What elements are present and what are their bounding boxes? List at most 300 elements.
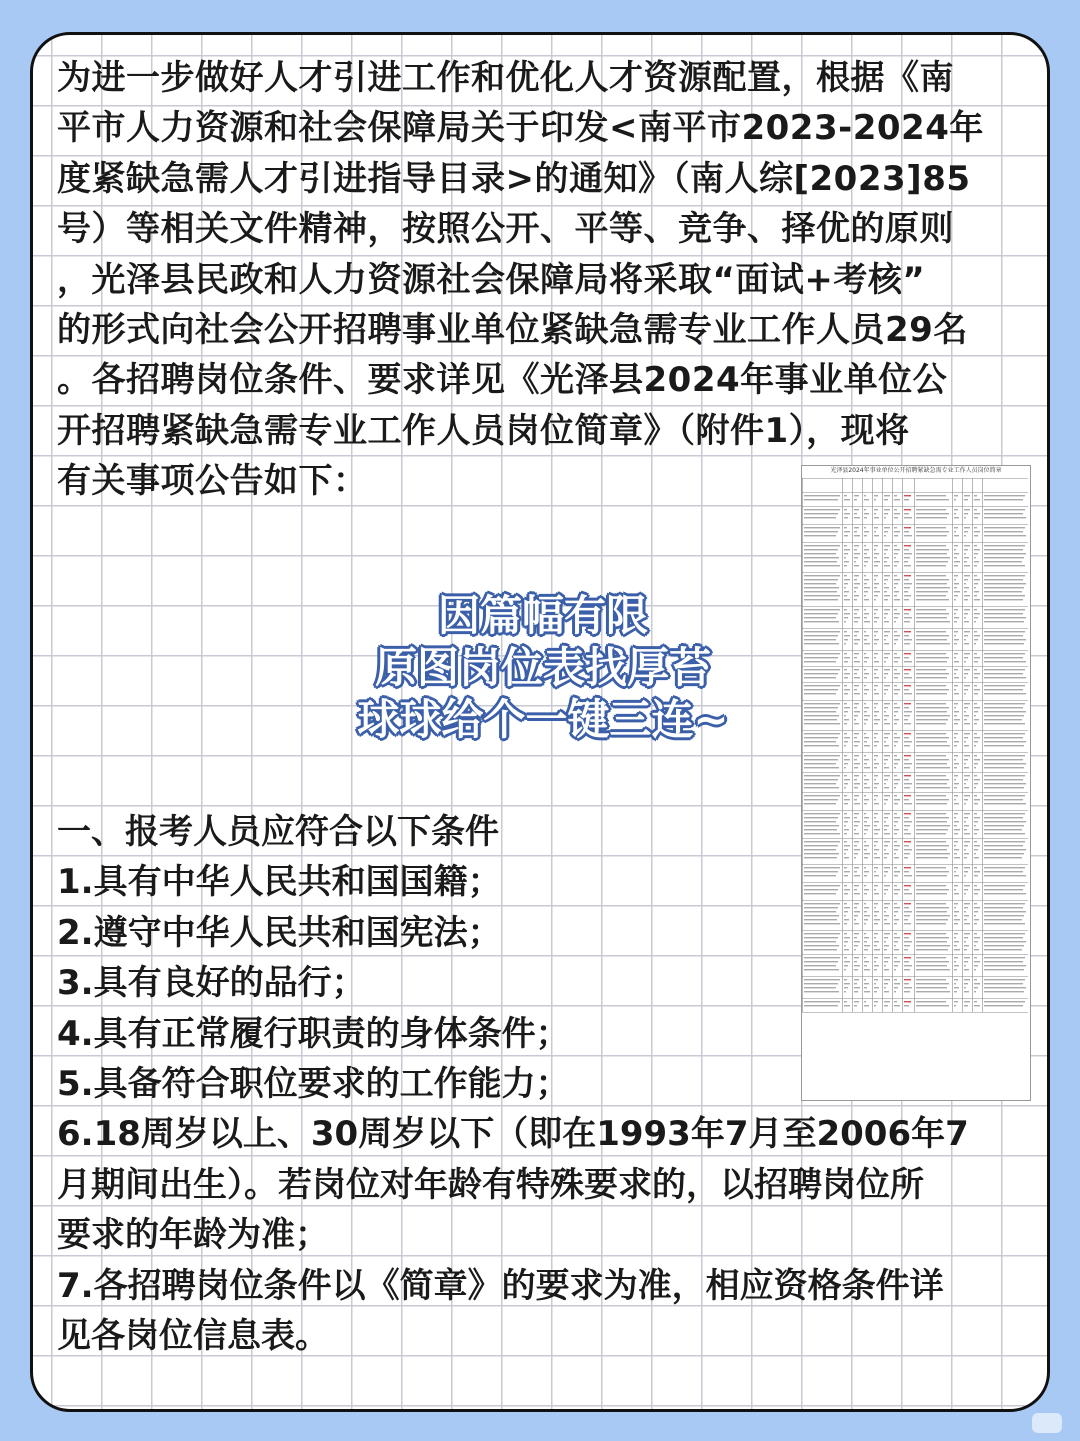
table-cell-text-mark: [804, 767, 839, 768]
table-cell-text-mark: [974, 509, 977, 510]
table-cell-text-mark: [904, 565, 911, 566]
table-cell-text-mark: [954, 509, 958, 510]
table-cell-text-mark: [916, 745, 950, 746]
table-cell-text-mark: [954, 545, 958, 546]
table-cell-text-mark: [964, 767, 969, 768]
table-cell-text-mark: [884, 531, 888, 532]
table-cell-text-mark: [854, 711, 860, 712]
table-cell-text-mark: [874, 583, 879, 584]
table-cell-text-mark: [964, 549, 968, 550]
table-cell-text-mark: [974, 595, 977, 596]
table-cell-text-mark: [984, 689, 1023, 690]
table-cell-text-mark: [916, 723, 946, 724]
table-cell-text-mark: [904, 669, 911, 670]
table-cell-text-mark: [894, 745, 896, 746]
table-cell-text-mark: [884, 549, 888, 550]
table-cell-text-mark: [974, 733, 977, 734]
table-cell-text-mark: [904, 583, 912, 584]
table-cell-text-mark: [804, 685, 840, 686]
table-cell-text-mark: [954, 723, 958, 724]
notice-card: [30, 32, 1050, 1412]
table-cell-text-mark: [954, 535, 959, 536]
table-cell-text-mark: [916, 579, 949, 580]
table-cell-text-mark: [804, 617, 836, 618]
table-cell-text-mark: [984, 565, 1025, 566]
watermark-badge: [1032, 1413, 1062, 1433]
table-cell-text-mark: [964, 591, 967, 592]
table-cell-text-mark: [884, 733, 890, 734]
table-cell-text-mark: [916, 715, 950, 716]
table-cell-text-mark: [864, 635, 869, 636]
table-cell-text-mark: [874, 613, 876, 614]
table-cell-text-mark: [854, 803, 860, 804]
table-cell-text-mark: [894, 553, 898, 554]
table-cell-text-mark: [974, 685, 977, 686]
table-cell-text-mark: [844, 707, 850, 708]
table-cell-text-mark: [874, 783, 879, 784]
condition-line: 1.具有中华人民共和国国籍；: [57, 862, 502, 903]
table-cell-text-mark: [864, 587, 870, 588]
table-cell-text-mark: [884, 517, 886, 518]
conditions-heading: 一、报考人员应符合以下条件: [57, 812, 499, 852]
table-cell-text-mark: [904, 621, 910, 622]
table-cell-text-mark: [984, 579, 1023, 580]
table-cell-text-mark: [874, 661, 879, 662]
table-cell-text-mark: [854, 763, 860, 764]
table-cell-text-mark: [904, 639, 912, 640]
table-cell-text-mark: [974, 499, 980, 500]
table-cell-text-mark: [864, 513, 869, 514]
table-cell-text-mark: [864, 767, 870, 768]
table-cell-text-mark: [984, 653, 1025, 654]
table-cell-text-mark: [804, 723, 840, 724]
table-cell-text-mark: [874, 575, 878, 576]
table-cell-text-mark: [894, 669, 897, 670]
table-cell-text-mark: [894, 495, 897, 496]
table-cell-text-mark: [894, 513, 900, 514]
table-cell-text-mark: [974, 799, 980, 800]
table-cell-text-mark: [904, 767, 910, 768]
table-cell-text-mark: [984, 595, 1025, 596]
table-cell-text-mark: [884, 557, 889, 558]
table-cell-text-mark: [904, 783, 912, 784]
table-cell-text-mark: [984, 745, 1024, 746]
table-cell-text-mark: [954, 513, 956, 514]
table-cell-text-mark: [954, 595, 958, 596]
table-cell-text-mark: [974, 513, 980, 514]
table-cell-text-mark: [904, 575, 911, 576]
table-cell-text-mark: [894, 703, 897, 704]
intro-line: 平市人力资源和社会保障局关于印发<南平市2023-2024年: [57, 108, 984, 149]
table-cell-text-mark: [854, 583, 860, 584]
table-cell-text-mark: [974, 779, 980, 780]
table-cell-text-mark: [984, 513, 1023, 514]
table-cell-text-mark: [894, 741, 898, 742]
table-cell-text-mark: [844, 545, 847, 546]
table-cell-text-mark: [864, 621, 870, 622]
table-cell-text-mark: [916, 799, 949, 800]
table-cell-text-mark: [894, 587, 896, 588]
table-cell-text-mark: [844, 599, 850, 600]
table-cell-text-mark: [864, 719, 868, 720]
table-cell-text-mark: [894, 693, 898, 694]
intro-line: 有关事项公告如下：: [57, 461, 368, 502]
table-cell-text-mark: [804, 591, 837, 592]
table-cell-text-mark: [804, 775, 840, 776]
table-cell-text-mark: [884, 779, 888, 780]
table-cell-text-mark: [904, 673, 909, 674]
table-cell-text-mark: [964, 613, 968, 614]
table-cell-text-mark: [894, 803, 898, 804]
table-cell-text-mark: [954, 587, 957, 588]
table-cell-text-mark: [844, 715, 846, 716]
table-cell-text-mark: [954, 499, 956, 500]
table-cell-text-mark: [874, 657, 876, 658]
table-cell-text-mark: [964, 531, 968, 532]
table-cell-text-mark: [844, 703, 847, 704]
table-cell-text-mark: [974, 803, 978, 804]
table-cell-text-mark: [984, 527, 1025, 528]
table-cell-text-mark: [854, 799, 857, 800]
table-cell-text-mark: [874, 795, 878, 796]
table-cell-text-mark: [804, 545, 840, 546]
table-cell-text-mark: [954, 657, 956, 658]
table-cell-text-mark: [864, 799, 869, 800]
table-cell-text-mark: [844, 653, 847, 654]
table-cell-text-mark: [916, 527, 946, 528]
table-cell-text-mark: [904, 787, 910, 788]
table-cell-text-mark: [874, 587, 877, 588]
table-cell-text-mark: [804, 621, 839, 622]
table-cell-text-mark: [984, 707, 1023, 708]
table-cell-text-mark: [864, 693, 867, 694]
table-cell-text-mark: [804, 509, 840, 510]
table-cell-text-mark: [854, 643, 858, 644]
table-cell-text-mark: [984, 775, 1025, 776]
table-cell-text-mark: [854, 621, 858, 622]
table-cell-text-mark: [864, 499, 869, 500]
table-cell-text-mark: [874, 595, 878, 596]
table-cell-text-mark: [844, 535, 848, 536]
table-cell-text-mark: [916, 617, 947, 618]
table-cell-text-mark: [916, 643, 950, 644]
table-cell-text-mark: [874, 741, 879, 742]
table-cell-text-mark: [854, 673, 857, 674]
table-cell-text-mark: [916, 775, 946, 776]
table-cell-text-mark: [884, 587, 889, 588]
condition-line: 要求的年龄为准；: [57, 1215, 329, 1256]
table-cell-text-mark: [844, 775, 847, 776]
table-cell-text-mark: [916, 609, 946, 610]
table-cell-text-mark: [964, 661, 966, 662]
table-cell-text-mark: [844, 685, 847, 686]
table-cell-text-mark: [954, 549, 956, 550]
table-cell-text-mark: [974, 719, 979, 720]
table-cell-text-mark: [804, 779, 838, 780]
table-cell-text-mark: [984, 613, 1023, 614]
table-cell-text-mark: [984, 719, 1022, 720]
table-cell-text-mark: [894, 517, 898, 518]
table-cell-text-mark: [984, 635, 1023, 636]
table-cell-text-mark: [864, 779, 869, 780]
table-cell-text-mark: [874, 719, 880, 720]
table-cell-text-mark: [884, 673, 888, 674]
table-cell-text-mark: [844, 689, 850, 690]
table-cell-text-mark: [974, 767, 976, 768]
table-cell-text-mark: [804, 733, 840, 734]
table-cell-text-mark: [954, 669, 958, 670]
table-cell-text-mark: [974, 657, 980, 658]
table-cell-text-mark: [854, 575, 859, 576]
table-cell-text-mark: [964, 583, 966, 584]
table-cell-text-mark: [864, 711, 867, 712]
table-cell-text-mark: [804, 707, 838, 708]
table-cell-text-mark: [864, 583, 867, 584]
table-cell-text-mark: [874, 635, 876, 636]
table-cell-text-mark: [904, 661, 912, 662]
table-cell-text-mark: [874, 565, 878, 566]
table-cell-text-mark: [984, 609, 1025, 610]
table-cell-text-mark: [974, 795, 977, 796]
table-cell-text-mark: [804, 527, 840, 528]
table-cell-text-mark: [904, 745, 910, 746]
table-cell-text-mark: [844, 495, 847, 496]
table-cell-text-mark: [916, 545, 946, 546]
table-cell-text-mark: [904, 707, 909, 708]
table-cell-text-mark: [916, 635, 949, 636]
table-cell-text-mark: [884, 689, 888, 690]
table-cell-text-mark: [964, 787, 969, 788]
table-cell-text-mark: [904, 587, 910, 588]
table-cell-text-mark: [894, 723, 897, 724]
table-cell-text-mark: [864, 803, 867, 804]
table-cell-text-mark: [984, 737, 1023, 738]
table-cell-text-mark: [894, 657, 900, 658]
table-cell-text-mark: [874, 733, 878, 734]
table-cell-text-mark: [974, 621, 976, 622]
table-cell-text-mark: [954, 553, 959, 554]
table-cell-text-mark: [884, 783, 886, 784]
table-cell-text-mark: [804, 513, 838, 514]
table-cell-text-mark: [964, 737, 968, 738]
table-cell-text-mark: [804, 643, 839, 644]
table-cell-text-mark: [854, 745, 858, 746]
table-cell-text-mark: [804, 759, 838, 760]
table-cell-text-mark: [984, 755, 1025, 756]
table-cell-text-mark: [854, 759, 857, 760]
table-cell-text-mark: [894, 653, 897, 654]
table-cell-text-mark: [884, 707, 888, 708]
table-cell-text-mark: [984, 783, 1026, 784]
table-cell-text-mark: [804, 599, 838, 600]
table-cell-text-mark: [804, 795, 840, 796]
table-cell-text-mark: [884, 723, 890, 724]
table-cell-text-mark: [916, 509, 946, 510]
table-cell-text-mark: [904, 527, 911, 528]
table-cell-text-mark: [954, 583, 959, 584]
table-cell-text-mark: [954, 673, 956, 674]
table-cell-text-mark: [894, 759, 900, 760]
table-cell-text-mark: [804, 553, 836, 554]
table-cell-text-mark: [974, 591, 979, 592]
table-cell-text-mark: [904, 693, 912, 694]
table-cell-text-mark: [984, 711, 1026, 712]
table-cell-text-mark: [916, 513, 949, 514]
table-cell-text-mark: [984, 693, 1026, 694]
table-cell-text-mark: [874, 591, 880, 592]
table-cell-text-mark: [844, 779, 850, 780]
table-cell-text-mark: [964, 657, 968, 658]
table-cell-text-mark: [844, 723, 847, 724]
table-cell-text-mark: [904, 677, 912, 678]
table-cell-text-mark: [854, 639, 860, 640]
table-cell-text-mark: [854, 707, 857, 708]
table-cell-text-mark: [894, 677, 898, 678]
intro-paragraph: [57, 53, 1035, 507]
table-cell-text-mark: [874, 779, 876, 780]
table-cell-text-mark: [844, 755, 847, 756]
table-cell-text-mark: [884, 763, 886, 764]
table-cell-text-mark: [854, 545, 859, 546]
table-cell-text-mark: [964, 499, 968, 500]
condition-line: 2.遵守中华人民共和国宪法；: [57, 912, 502, 953]
table-cell-text-mark: [854, 565, 859, 566]
table-cell-text-mark: [894, 685, 897, 686]
table-cell-text-mark: [864, 677, 867, 678]
table-cell-text-mark: [974, 545, 977, 546]
table-cell-text-mark: [844, 631, 847, 632]
table-cell-text-mark: [954, 495, 958, 496]
table-cell-text-mark: [894, 755, 897, 756]
condition-line: 7.各招聘岗位条件以《简章》的要求为准，相应资格条件详: [57, 1265, 944, 1306]
table-cell-text-mark: [894, 499, 900, 500]
table-cell-text-mark: [984, 763, 1026, 764]
table-cell-text-mark: [916, 677, 947, 678]
table-cell-text-mark: [864, 673, 869, 674]
table-cell-text-mark: [916, 549, 949, 550]
table-cell-text-mark: [884, 535, 886, 536]
table-cell-text-mark: [854, 657, 857, 658]
table-cell-text-mark: [974, 613, 980, 614]
table-cell-text-mark: [884, 613, 888, 614]
table-cell-text-mark: [974, 635, 980, 636]
table-cell-text-mark: [904, 653, 911, 654]
table-cell-text-mark: [974, 669, 977, 670]
table-cell-text-mark: [904, 517, 912, 518]
table-cell-text-mark: [964, 779, 968, 780]
table-cell-text-mark: [874, 557, 877, 558]
table-cell-text-mark: [964, 575, 970, 576]
table-cell-text-mark: [954, 561, 960, 562]
table-cell-text-mark: [884, 711, 886, 712]
table-cell-text-mark: [844, 561, 849, 562]
table-cell-text-mark: [894, 639, 898, 640]
table-cell-text-mark: [804, 579, 838, 580]
table-cell-text-mark: [984, 617, 1026, 618]
table-cell-text-mark: [974, 661, 978, 662]
table-cell-text-mark: [904, 723, 911, 724]
intro-line: 的形式向社会公开招聘事业单位紧缺急需专业工作人员29名: [57, 310, 968, 351]
table-cell-text-mark: [904, 689, 909, 690]
table-cell-text-mark: [854, 531, 857, 532]
table-cell-text-mark: [904, 613, 909, 614]
table-cell-text-mark: [984, 591, 1022, 592]
table-cell-text-mark: [984, 767, 1024, 768]
table-cell-text-mark: [884, 669, 890, 670]
table-cell-text-mark: [844, 787, 846, 788]
table-cell-text-mark: [904, 719, 908, 720]
overlay-line-3: 球球给个一键三连~: [357, 695, 729, 744]
table-cell-text-mark: [864, 657, 869, 658]
table-cell-text-mark: [804, 595, 840, 596]
table-cell-text-mark: [964, 643, 969, 644]
table-cell-text-mark: [804, 609, 840, 610]
table-cell-text-mark: [904, 595, 911, 596]
table-cell-text-mark: [864, 495, 866, 496]
table-cell-text-mark: [984, 715, 1024, 716]
table-cell-text-mark: [864, 591, 868, 592]
table-cell-text-mark: [874, 631, 878, 632]
table-cell-text-mark: [916, 803, 947, 804]
table-cell-text-mark: [904, 643, 910, 644]
table-cell-text-mark: [954, 599, 956, 600]
table-cell-text-mark: [904, 591, 908, 592]
intro-line: 。各招聘岗位条件、要求详见《光泽县2024年事业单位公: [57, 360, 948, 401]
table-cell-text-mark: [984, 779, 1023, 780]
table-cell-text-mark: [844, 621, 846, 622]
table-cell-text-mark: [954, 707, 956, 708]
table-cell-text-mark: [954, 689, 956, 690]
table-cell-text-mark: [984, 557, 1024, 558]
table-cell-text-mark: [854, 599, 857, 600]
table-cell-text-mark: [916, 653, 946, 654]
table-cell-text-mark: [804, 531, 838, 532]
table-cell-text-mark: [864, 715, 870, 716]
table-cell-text-mark: [864, 549, 869, 550]
table-cell-text-mark: [854, 591, 856, 592]
table-cell-text-mark: [964, 707, 968, 708]
table-cell-text-mark: [844, 591, 849, 592]
intro-line: ，光泽县民政和人力资源社会保障局将采取“面试+考核”: [57, 259, 926, 300]
table-cell-text-mark: [954, 767, 957, 768]
table-cell-text-mark: [844, 527, 847, 528]
table-cell-text-mark: [874, 509, 878, 510]
table-cell-text-mark: [894, 719, 899, 720]
table-cell-text-mark: [894, 635, 900, 636]
table-cell-text-mark: [984, 621, 1024, 622]
table-cell-text-mark: [864, 755, 866, 756]
table-cell-text-mark: [904, 733, 911, 734]
table-cell-text-mark: [974, 653, 977, 654]
table-cell-text-mark: [974, 775, 977, 776]
table-cell-text-mark: [904, 557, 910, 558]
table-cell-text-mark: [864, 561, 868, 562]
table-cell-text-mark: [884, 703, 890, 704]
table-cell-text-mark: [844, 745, 846, 746]
table-cell-text-mark: [804, 741, 836, 742]
table-cell-text-mark: [844, 639, 848, 640]
table-cell-text-mark: [844, 635, 850, 636]
table-cell-text-mark: [844, 609, 847, 610]
table-cell-text-mark: [804, 787, 839, 788]
table-cell-text-mark: [894, 783, 898, 784]
table-cell-text-mark: [894, 527, 897, 528]
table-cell-text-mark: [974, 703, 977, 704]
table-cell-text-mark: [804, 719, 837, 720]
table-cell-text-mark: [954, 661, 959, 662]
table-cell-text-mark: [916, 499, 949, 500]
table-cell-text-mark: [916, 517, 947, 518]
